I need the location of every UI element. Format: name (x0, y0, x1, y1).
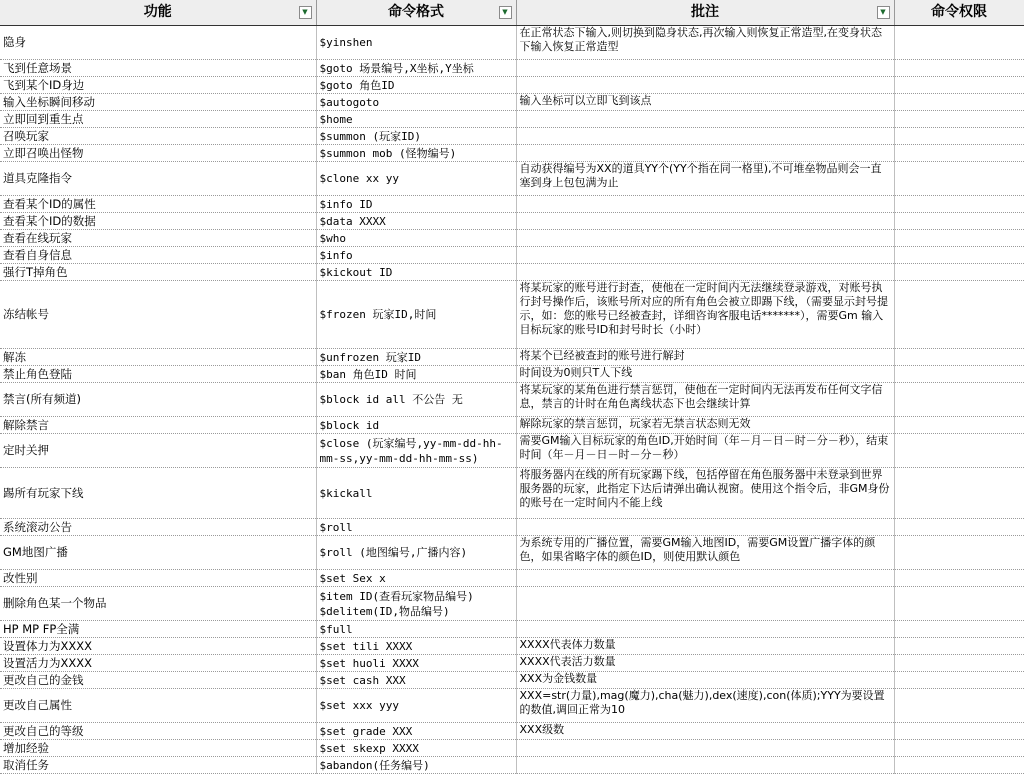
cell-permission[interactable] (894, 111, 1024, 128)
cell-note[interactable]: 将某玩家的账号进行封查，使他在一定时间内无法继续登录游戏，对账号执行封号操作后，该账号所对应的所有角色会被立即踢下线，（需要显示封号提示，如：您的账号已经被查封，详细咨询客服电话*******），需要Gm 输入目标玩家的账号ID和封号时长（小时） (516, 281, 894, 349)
cell-note[interactable]: 为系统专用的广播位置，需要GM输入地图ID，需要GM设置广播字体的颜色，如果省略字体的颜色ID，则使用默认颜色 (516, 536, 894, 570)
table-row (0, 145, 1024, 162)
cell-permission[interactable] (894, 145, 1024, 162)
cell-permission[interactable] (894, 587, 1024, 621)
cell-note[interactable]: XXX为金钱数量 (516, 672, 894, 689)
table-row (0, 162, 1024, 196)
table-row (0, 94, 1024, 111)
cell-function[interactable]: 增加经验 (0, 740, 316, 757)
cell-command[interactable]: $frozen 玩家ID,时间 (316, 281, 516, 349)
cell-note[interactable]: XXXX代表活力数量 (516, 655, 894, 672)
table-row (0, 434, 1024, 468)
cell-function[interactable]: 更改自己的金钱 (0, 672, 316, 689)
table-row (0, 757, 1024, 774)
cell-function[interactable]: 解除禁言 (0, 417, 316, 434)
cell-function[interactable]: 踢所有玩家下线 (0, 468, 316, 519)
cell-function[interactable]: HP MP FP全满 (0, 621, 316, 638)
table-row (0, 77, 1024, 94)
cell-note[interactable] (516, 196, 894, 213)
table-row (0, 128, 1024, 145)
table-row (0, 349, 1024, 366)
cell-command[interactable]: $summon mob (怪物编号) (316, 145, 516, 162)
cell-note[interactable] (516, 621, 894, 638)
table-row (0, 655, 1024, 672)
cell-note[interactable]: 输入坐标可以立即飞到该点 (516, 94, 894, 111)
cell-note[interactable]: 自动获得编号为XX的道具YY个(YY个指在同一格里),不可堆垒物品则会一直塞到身上包包满为止 (516, 162, 894, 196)
table-row (0, 383, 1024, 417)
cell-permission[interactable] (894, 417, 1024, 434)
cell-function[interactable]: 取消任务 (0, 757, 316, 774)
cell-note[interactable] (516, 757, 894, 774)
cell-permission[interactable] (894, 26, 1024, 60)
cell-command[interactable]: $abandon(任务编号) (316, 757, 516, 774)
table-row (0, 417, 1024, 434)
filter-dropdown-icon[interactable]: ▼ (299, 6, 312, 19)
cell-command[interactable]: $yinshen (316, 26, 516, 60)
cell-command[interactable]: $set skexp XXXX (316, 740, 516, 757)
cell-command[interactable]: $home (316, 111, 516, 128)
header-permission: 命令权限 (894, 0, 1024, 26)
cell-note[interactable] (516, 111, 894, 128)
cell-permission[interactable] (894, 213, 1024, 230)
table-row (0, 213, 1024, 230)
cell-function[interactable]: 飞到任意场景 (0, 60, 316, 77)
cell-permission[interactable] (894, 77, 1024, 94)
cell-note[interactable] (516, 145, 894, 162)
cell-command[interactable]: $summon (玩家ID) (316, 128, 516, 145)
cell-permission[interactable] (894, 723, 1024, 740)
cell-command[interactable]: $kickall (316, 468, 516, 519)
cell-function[interactable]: 禁言(所有频道) (0, 383, 316, 417)
cell-function[interactable]: 道具克隆指令 (0, 162, 316, 196)
cell-command[interactable]: $clone xx yy (316, 162, 516, 196)
cell-note[interactable] (516, 230, 894, 247)
cell-permission[interactable] (894, 672, 1024, 689)
cell-note[interactable]: XXX级数 (516, 723, 894, 740)
cell-function[interactable]: 立即召唤出怪物 (0, 145, 316, 162)
cell-permission[interactable] (894, 638, 1024, 655)
cell-permission[interactable] (894, 689, 1024, 723)
cell-note[interactable] (516, 60, 894, 77)
cell-permission[interactable] (894, 162, 1024, 196)
cell-command[interactable]: $autogoto (316, 94, 516, 111)
cell-note[interactable] (516, 570, 894, 587)
table-row (0, 570, 1024, 587)
cell-function[interactable]: 召唤玩家 (0, 128, 316, 145)
cell-function[interactable]: GM地图广播 (0, 536, 316, 570)
header-command: 命令格式 ▼ (316, 0, 516, 26)
table-row (0, 281, 1024, 349)
cell-function[interactable]: 强行T掉角色 (0, 264, 316, 281)
cell-command[interactable]: $roll (地图编号,广播内容) (316, 536, 516, 570)
table-row (0, 723, 1024, 740)
header-row (0, 0, 1024, 26)
cell-command[interactable]: $block id (316, 417, 516, 434)
cell-permission[interactable] (894, 536, 1024, 570)
cell-note[interactable] (516, 587, 894, 621)
cell-permission[interactable] (894, 621, 1024, 638)
cell-permission[interactable] (894, 519, 1024, 536)
cell-command[interactable]: $data XXXX (316, 213, 516, 230)
cell-permission[interactable] (894, 281, 1024, 349)
cell-permission[interactable] (894, 264, 1024, 281)
cell-note[interactable]: XXX=str(力量),mag(魔力),cha(魅力),dex(速度),con(体质);YYY为要设置的数值,调回正常为10 (516, 689, 894, 723)
cell-command[interactable]: $goto 场景编号,X坐标,Y坐标 (316, 60, 516, 77)
cell-function[interactable]: 查看在线玩家 (0, 230, 316, 247)
cell-note[interactable] (516, 77, 894, 94)
cell-permission[interactable] (894, 757, 1024, 774)
cell-note[interactable]: 在正常状态下输入,则切换到隐身状态,再次输入则恢复正常造型,在变身状态下输入恢复正常造型 (516, 26, 894, 60)
table-row (0, 468, 1024, 519)
table-row (0, 247, 1024, 264)
cell-permission[interactable] (894, 468, 1024, 519)
table-row (0, 230, 1024, 247)
cell-function[interactable]: 查看某个ID的属性 (0, 196, 316, 213)
cell-note[interactable] (516, 740, 894, 757)
cell-note[interactable]: 将服务器内在线的所有玩家踢下线，包括停留在角色服务器中未登录到世界服务器的玩家，此指定下达后请弹出确认视窗。使用这个指令后，非GM身份的账号在一定时间内不能上线 (516, 468, 894, 519)
cell-command[interactable]: $set Sex x (316, 570, 516, 587)
cell-function[interactable]: 飞到某个ID身边 (0, 77, 316, 94)
cell-function[interactable]: 删除角色某一个物品 (0, 587, 316, 621)
table-row (0, 60, 1024, 77)
table-row (0, 587, 1024, 621)
cell-permission[interactable] (894, 94, 1024, 111)
header-function: 功能 ▼ (0, 0, 316, 26)
cell-permission[interactable] (894, 570, 1024, 587)
cell-note[interactable]: 将某玩家的某角色进行禁言惩罚，使他在一定时间内无法再发布任何文字信息，禁言的计时在角色离线状态下也会继续计算 (516, 383, 894, 417)
table-row (0, 638, 1024, 655)
cell-command[interactable]: $set cash XXX (316, 672, 516, 689)
table-row (0, 264, 1024, 281)
cell-note[interactable] (516, 128, 894, 145)
cell-note[interactable]: XXXX代表体力数量 (516, 638, 894, 655)
table-row (0, 740, 1024, 757)
cell-function[interactable]: 输入坐标瞬间移动 (0, 94, 316, 111)
cell-permission[interactable] (894, 366, 1024, 383)
table-row (0, 672, 1024, 689)
cell-command[interactable]: $full (316, 621, 516, 638)
cell-function[interactable]: 更改自己的等级 (0, 723, 316, 740)
cell-command[interactable]: $kickout ID (316, 264, 516, 281)
cell-permission[interactable] (894, 349, 1024, 366)
cell-command[interactable]: $info (316, 247, 516, 264)
cell-command[interactable]: $unfrozen 玩家ID (316, 349, 516, 366)
cell-note[interactable] (516, 247, 894, 264)
cell-function[interactable]: 查看自身信息 (0, 247, 316, 264)
cell-note[interactable] (516, 213, 894, 230)
table-row (0, 621, 1024, 638)
cell-function[interactable]: 查看某个ID的数据 (0, 213, 316, 230)
cell-note[interactable]: 解除玩家的禁言惩罚，玩家若无禁言状态则无效 (516, 417, 894, 434)
cell-function[interactable]: 更改自己属性 (0, 689, 316, 723)
cell-command[interactable]: $who (316, 230, 516, 247)
cell-permission[interactable] (894, 196, 1024, 213)
cell-note[interactable] (516, 519, 894, 536)
cell-command[interactable]: $item ID(查看玩家物品编号) $delitem(ID,物品编号) (316, 587, 516, 621)
cell-note[interactable] (516, 264, 894, 281)
cell-note[interactable]: 时间设为0则只T人下线 (516, 366, 894, 383)
cell-function[interactable]: 设置活力为XXXX (0, 655, 316, 672)
cell-permission[interactable] (894, 128, 1024, 145)
cell-command[interactable]: $roll (316, 519, 516, 536)
cell-permission[interactable] (894, 740, 1024, 757)
cell-function[interactable]: 隐身 (0, 26, 316, 60)
cell-command[interactable]: $ban 角色ID 时间 (316, 366, 516, 383)
cell-command[interactable]: $set xxx yyy (316, 689, 516, 723)
cell-function[interactable]: 系统滚动公告 (0, 519, 316, 536)
cell-permission[interactable] (894, 230, 1024, 247)
table-row (0, 519, 1024, 536)
filter-dropdown-icon[interactable]: ▼ (499, 6, 512, 19)
cell-function[interactable]: 禁止角色登陆 (0, 366, 316, 383)
cell-permission[interactable] (894, 247, 1024, 264)
cell-permission[interactable] (894, 383, 1024, 417)
cell-function[interactable]: 定时关押 (0, 434, 316, 468)
cell-function[interactable]: 解冻 (0, 349, 316, 366)
table-row (0, 111, 1024, 128)
cell-permission[interactable] (894, 655, 1024, 672)
header-note: 批注 ▼ (516, 0, 894, 26)
cell-function[interactable]: 改性别 (0, 570, 316, 587)
cell-function[interactable]: 立即回到重生点 (0, 111, 316, 128)
cell-permission[interactable] (894, 434, 1024, 468)
cell-command[interactable]: $set huoli XXXX (316, 655, 516, 672)
cell-command[interactable]: $set grade XXX (316, 723, 516, 740)
cell-command[interactable]: $block id all 不公告 无 (316, 383, 516, 417)
table-row (0, 366, 1024, 383)
cell-function[interactable]: 冻结帐号 (0, 281, 316, 349)
table-row (0, 196, 1024, 213)
table-row (0, 26, 1024, 60)
cell-note[interactable]: 需要GM输入目标玩家的角色ID,开始时间（年－月－日－时－分－秒），结束时间（年－月－日－时－分－秒） (516, 434, 894, 468)
cell-note[interactable]: 将某个已经被查封的账号进行解封 (516, 349, 894, 366)
cell-command[interactable]: $set tili XXXX (316, 638, 516, 655)
cell-permission[interactable] (894, 60, 1024, 77)
cell-command[interactable]: $close (玩家编号,yy-mm-dd-hh-mm-ss,yy-mm-dd-hh-mm-ss) (316, 434, 516, 468)
table-row (0, 536, 1024, 570)
cell-function[interactable]: 设置体力为XXXX (0, 638, 316, 655)
table-row (0, 689, 1024, 723)
filter-dropdown-icon[interactable]: ▼ (877, 6, 890, 19)
cell-command[interactable]: $goto 角色ID (316, 77, 516, 94)
cell-command[interactable]: $info ID (316, 196, 516, 213)
